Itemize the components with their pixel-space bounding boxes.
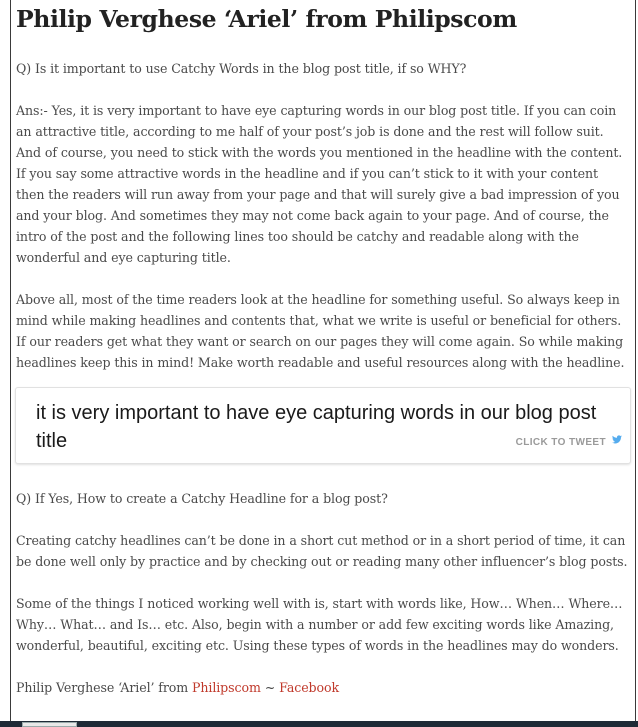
click-to-tweet-box[interactable]: [15, 387, 631, 464]
signature-prefix: Philip Verghese ‘Ariel’ from: [16, 680, 193, 695]
signature-separator: ~: [260, 680, 280, 695]
article: [16, 0, 630, 698]
twitter-bird-icon: [612, 435, 622, 444]
bottom-tab[interactable]: [22, 722, 77, 727]
article-title: Philip Verghese ‘Ariel’ from Philipscom: [16, 5, 517, 33]
signature-line: [16, 677, 630, 698]
bottom-bar: [0, 721, 638, 727]
click-to-tweet-label: CLICK TO TWEET: [515, 437, 606, 448]
answer-1: Ans:- Yes, it is very important to have eye capturing words in our blog post title. If you can coin an attractive title, according to me half of your post’s job is done and the rest will follow suit. And of course, you need to stick with the words you mentioned in the headline with the content. If you say some attractive words in the headline and if you can’t stick to it with your content then the readers will run away from your page and that will surely give a bad impression of you and your blog. And sometimes they may not come back again to your page. And of course, the intro of the post and the following lines too should be catchy and readable along with the wonderful and eye capturing title.: [16, 103, 623, 265]
tweet-quote: it is very important to have eye capturing words in our blog post title: [36, 402, 597, 452]
paragraph-2: Above all, most of the time readers look at the headline for something useful. So always keep in mind while making headlines and contents that, what we write is useful or beneficial for others. If our readers get what they want or search on our pages they will come again. So while making headlines keep this in mind! Make worth readable and useful resources along with the headline.: [16, 292, 625, 370]
philipscom-link[interactable]: Philipscom: [192, 680, 261, 695]
facebook-link[interactable]: Facebook: [279, 680, 340, 695]
question-1: Q) Is it important to use Catchy Words in the blog post title, if so WHY?: [16, 61, 467, 76]
paragraph-3: Creating catchy headlines can’t be done in a short cut method or in a short period of time, it can be done well only by practice and by checking out or reading many other influencer’s blog posts.: [16, 533, 628, 569]
question-2: Q) If Yes, How to create a Catchy Headline for a blog post?: [16, 491, 388, 506]
paragraph-4: Some of the things I noticed working well with is, start with words like, How… When… Where… Why… What… and Is… etc. Also, begin with a number or add few exciting words like Amazing, wonderful, beautiful, exciting etc. Using these types of words in the headlines may do wonders.: [16, 596, 623, 653]
click-to-tweet-button[interactable]: [516, 437, 622, 448]
